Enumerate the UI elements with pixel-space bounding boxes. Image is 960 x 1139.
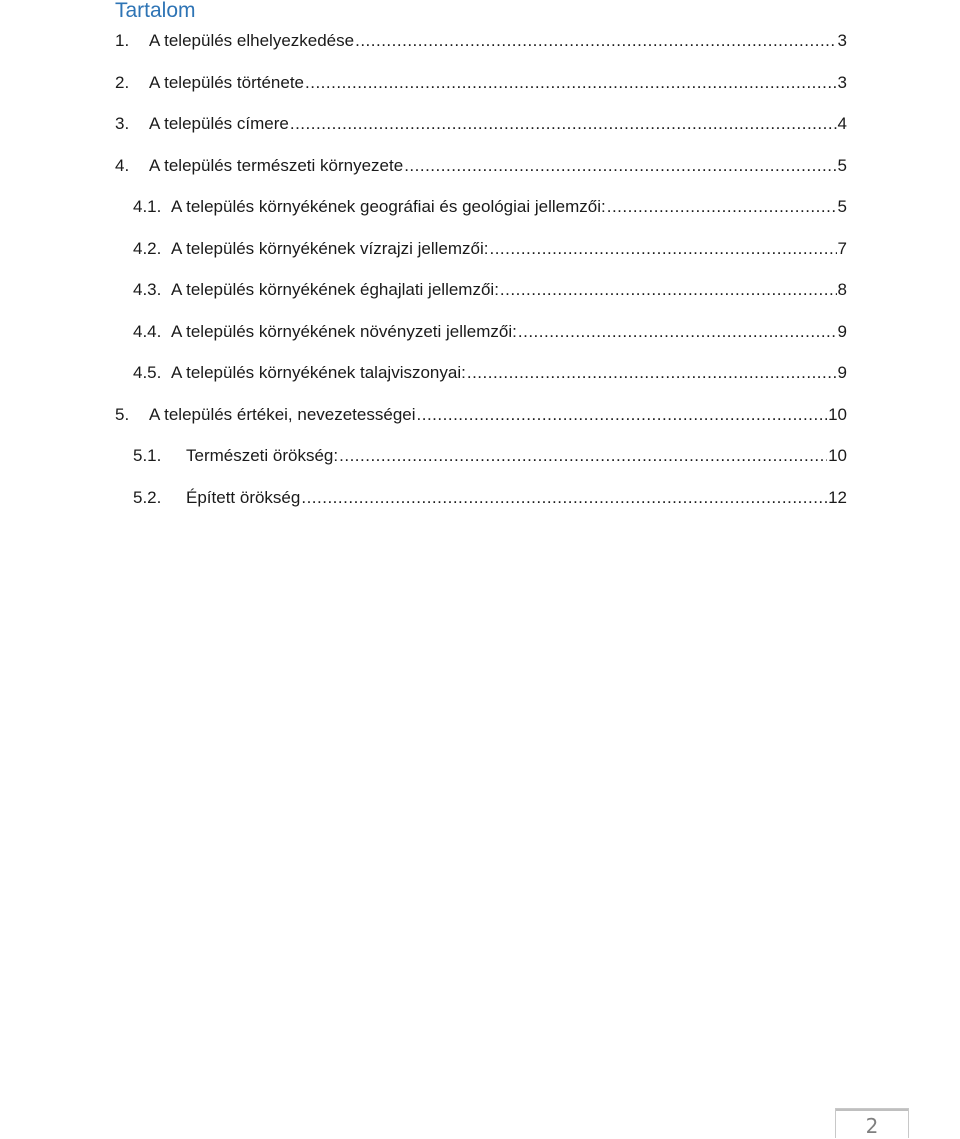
toc-entry-number: 4.3. (133, 280, 162, 299)
toc-dot-leader (404, 154, 836, 178)
toc-entry-page: 9 (837, 322, 847, 341)
toc-entry-title: A település története (149, 73, 305, 92)
toc-entry-page: 5 (837, 156, 847, 175)
toc-entry[interactable] (0, 71, 847, 95)
toc-dot-leader (301, 486, 827, 510)
toc-dot-leader (355, 29, 836, 53)
toc-entry-title: A település környékének talajviszonyai: (171, 363, 466, 382)
toc-entry-number: 2. (115, 73, 130, 92)
toc-entry-number: 4.2. (133, 239, 162, 258)
toc-entry[interactable] (0, 237, 847, 261)
toc-entry-page: 3 (837, 31, 847, 50)
toc-entry[interactable] (0, 112, 847, 136)
toc-dot-leader (518, 320, 837, 344)
toc-entry-title: A település környékének éghajlati jellemzői: (171, 280, 499, 299)
toc-entry[interactable] (0, 29, 847, 53)
toc-entry-title: A település környékének vízrajzi jellemzői: (171, 239, 489, 258)
toc-entry-number: 3. (115, 114, 130, 133)
toc-entry-number: 4.4. (133, 322, 162, 341)
toc-entry-title: A település címere (149, 114, 289, 133)
page-tab-border (836, 1109, 908, 1111)
page-number-tab (835, 1108, 909, 1138)
toc-entry-page: 12 (828, 488, 847, 507)
toc-entry[interactable] (0, 361, 847, 385)
toc-entry[interactable] (0, 278, 847, 302)
toc-entry-page: 9 (837, 363, 847, 382)
toc-entry-page: 10 (828, 405, 847, 424)
toc-dot-leader (500, 278, 837, 302)
toc-entry-title: A település természeti környezete (149, 156, 404, 175)
toc-dot-leader (290, 112, 837, 136)
toc-entry-number: 5. (115, 405, 130, 424)
toc-entry-number: 5.2. (133, 488, 162, 507)
toc-entry[interactable] (0, 486, 847, 510)
toc-entry-page: 8 (837, 280, 847, 299)
page-number: 2 (865, 1114, 879, 1138)
toc-dot-leader (305, 71, 837, 95)
toc-entry-number: 1. (115, 31, 130, 50)
toc-heading: Tartalom (115, 0, 196, 22)
toc-entry-number: 4. (115, 156, 130, 175)
toc-dot-leader (417, 403, 828, 427)
toc-dot-leader (339, 444, 827, 468)
toc-dot-leader (489, 237, 836, 261)
toc-entry[interactable] (0, 320, 847, 344)
toc-entry[interactable] (0, 444, 847, 468)
toc-entry-number: 5.1. (133, 446, 162, 465)
toc-entry[interactable] (0, 154, 847, 178)
toc-entry[interactable] (0, 403, 847, 427)
toc-entry-title: A település elhelyezkedése (149, 31, 355, 50)
toc-entry[interactable] (0, 195, 847, 219)
toc-entry-title: Természeti örökség: (186, 446, 339, 465)
toc-dot-leader (467, 361, 837, 385)
toc-entry-page: 3 (837, 73, 847, 92)
toc-entry-title: Épített örökség (186, 488, 301, 507)
toc-dot-leader (607, 195, 837, 219)
toc-entry-number: 4.1. (133, 197, 162, 216)
toc-entry-page: 5 (837, 197, 847, 216)
toc-entry-title: A település környékének növényzeti jellemzői: (171, 322, 517, 341)
toc-entry-title: A település környékének geográfiai és geológiai jellemzői: (171, 197, 606, 216)
toc-entry-page: 7 (837, 239, 847, 258)
toc-entry-title: A település értékei, nevezetességei (149, 405, 416, 424)
toc-entry-page: 4 (837, 114, 847, 133)
toc-entry-page: 10 (828, 446, 847, 465)
toc-entry-number: 4.5. (133, 363, 162, 382)
